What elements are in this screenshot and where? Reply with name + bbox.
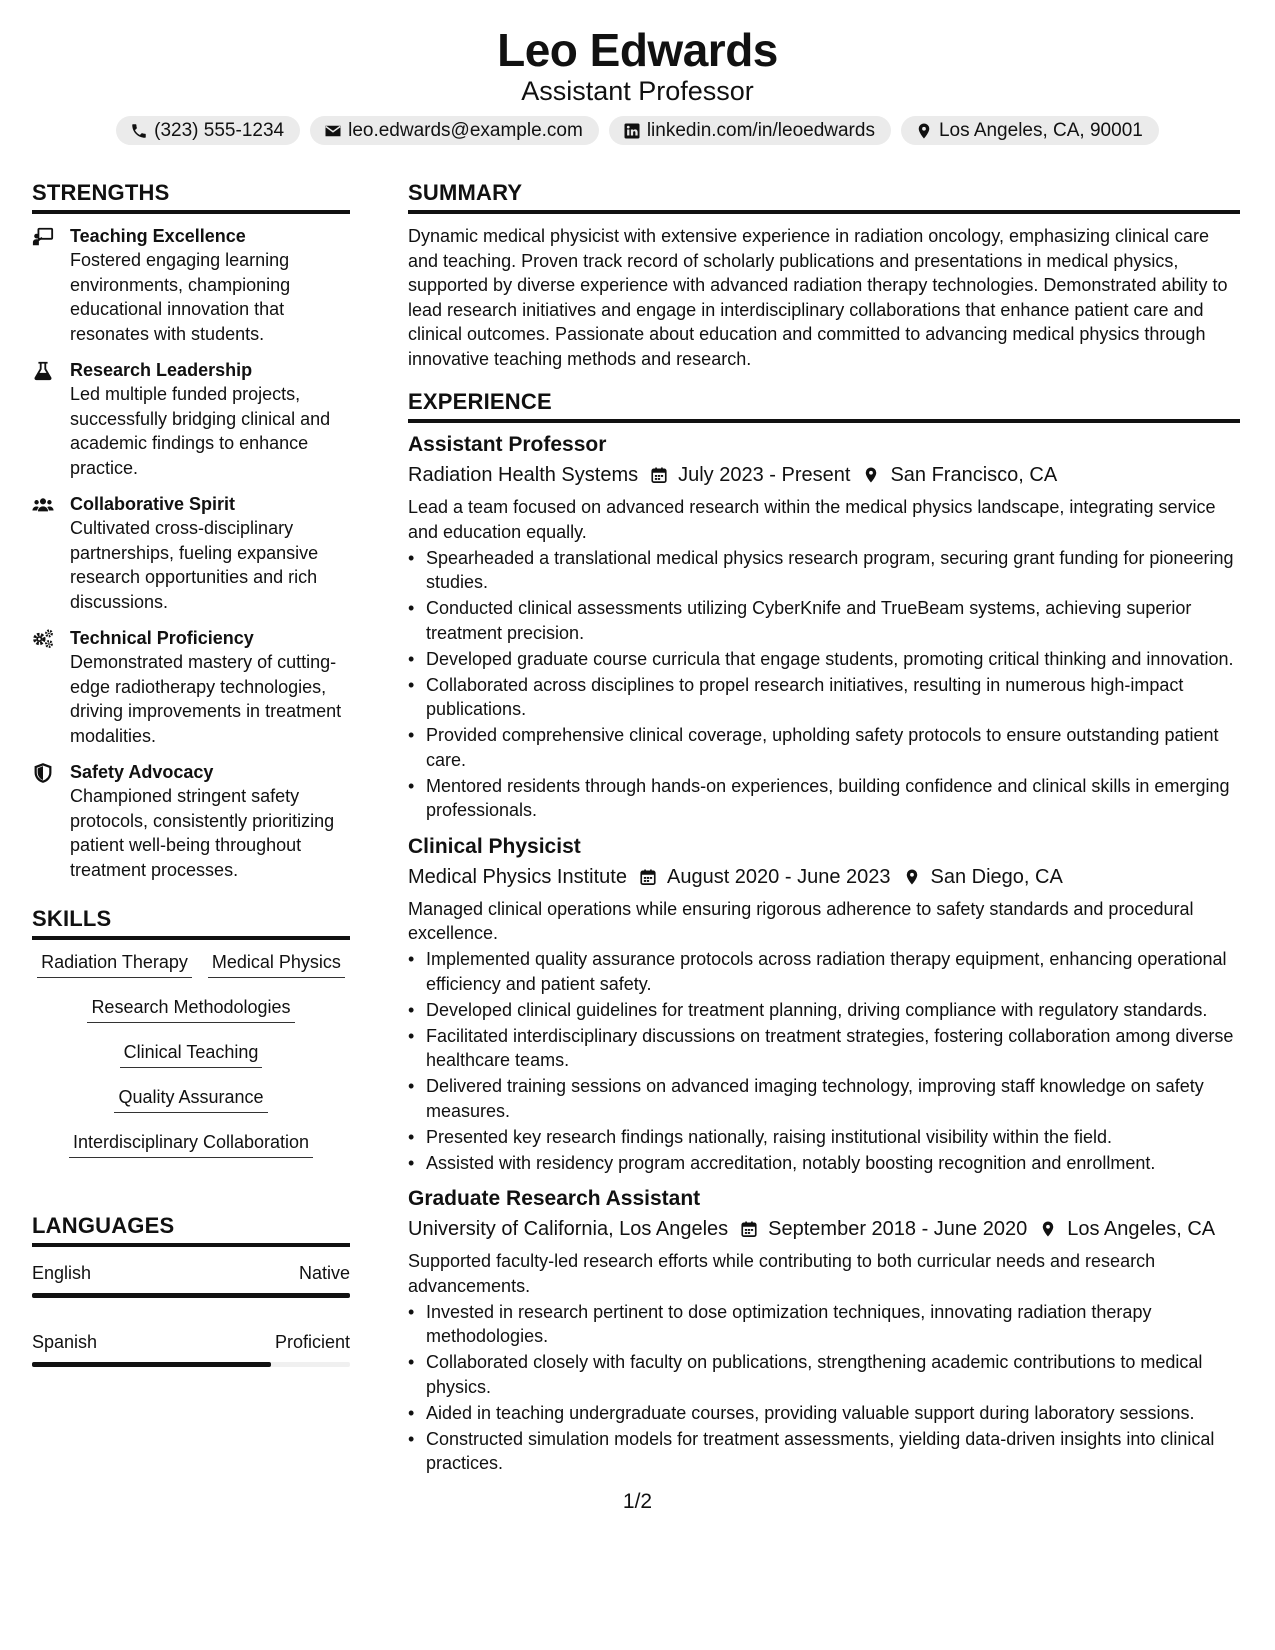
job-bullet: • Mentored residents through hands-on experiences, building confidence and clinical skills in emerging professionals. (408, 774, 1240, 823)
contact-email[interactable] (310, 116, 599, 145)
job-title: Clinical Physicist (408, 834, 581, 858)
job-dates: July 2023 - Present (678, 464, 851, 486)
language-name: Spanish (32, 1332, 98, 1352)
linkedin-icon (623, 122, 641, 140)
strength-item (32, 492, 350, 614)
envelope-icon (324, 122, 342, 140)
strength-item (32, 760, 350, 882)
strength-desc: Cultivated cross-disciplinary partnerships, fueling expansive research opportunities and rich discussions. (70, 518, 319, 612)
job-entry (408, 833, 1240, 1176)
flask-icon (32, 358, 70, 480)
language-bar (32, 1362, 350, 1367)
strength-item (32, 224, 350, 346)
location-icon (1039, 1220, 1057, 1238)
users-icon (32, 492, 70, 614)
job-title: Assistant Professor (408, 433, 607, 456)
job-entry (408, 431, 1240, 823)
job-bullet: • Developed graduate course curricula that engage students, promoting critical thinking and innovation. (408, 647, 1240, 672)
job-bullet: • Facilitated interdisciplinary discussions on treatment strategies, fostering collaboration among diverse healthcare teams. (408, 1024, 1240, 1073)
language-name: English (32, 1263, 92, 1283)
languages-heading: LANGUAGES (32, 1211, 350, 1247)
location-icon (915, 122, 933, 140)
skill-tag: Quality Assurance (114, 1085, 267, 1113)
job-dates: August 2020 - June 2023 (666, 865, 891, 888)
location-icon (903, 868, 921, 886)
resume-header (0, 22, 1275, 145)
job-bullets (408, 947, 1240, 1175)
job-meta (408, 1213, 1240, 1245)
calendar-icon (740, 1220, 758, 1238)
strength-item (32, 358, 350, 480)
experience-heading: EXPERIENCE (408, 387, 1240, 423)
strength-desc: Fostered engaging learning environments, championing educational innovation that resonates with students. (70, 250, 291, 344)
language-item (32, 1261, 350, 1298)
job-location: San Diego, CA (930, 865, 1063, 888)
left-column (32, 178, 350, 1405)
experience-list (408, 431, 1240, 1476)
phone-icon (130, 122, 148, 140)
skills-list (32, 950, 350, 1175)
strength-title: Teaching Excellence (70, 226, 246, 246)
strengths-heading: STRENGTHS (32, 178, 350, 214)
skill-tag: Interdisciplinary Collaboration (69, 1130, 313, 1158)
language-bar-fill (32, 1362, 271, 1367)
skill-tag: Clinical Teaching (120, 1040, 263, 1068)
contact-location-text: Los Angeles, CA, 90001 (938, 120, 1143, 141)
contact-bar (0, 116, 1275, 145)
gears-icon (32, 626, 70, 748)
job-bullet: • Spearheaded a translational medical physics research program, securing grant funding for pioneering studies. (408, 546, 1240, 595)
strength-title: Research Leadership (70, 360, 253, 380)
language-item (32, 1330, 350, 1367)
job-bullets (408, 1300, 1240, 1476)
job-bullet: • Presented key research findings nationally, raising institutional visibility within the field. (408, 1125, 1240, 1150)
skill-tag: Radiation Therapy (37, 950, 192, 978)
job-entry (408, 1185, 1240, 1476)
strength-desc: Led multiple funded projects, successfully bridging clinical and academic findings to enhance practice. (70, 384, 331, 478)
strength-title: Technical Proficiency (70, 628, 254, 648)
contact-email-text: leo.edwards@example.com (348, 120, 583, 141)
job-dates: September 2018 - June 2020 (768, 1218, 1028, 1240)
job-bullet: • Collaborated across disciplines to propel research initiatives, resulting in numerous high-impact publications. (408, 673, 1240, 722)
job-bullet: • Assisted with residency program accreditation, notably boosting recognition and enrollment. (408, 1151, 1240, 1176)
candidate-title: Assistant Professor (521, 76, 754, 106)
language-level: Proficient (274, 1332, 350, 1352)
job-bullet: • Provided comprehensive clinical coverage, upholding safety protocols to ensure outstanding patient care. (408, 723, 1240, 772)
job-company: Medical Physics Institute (408, 865, 627, 888)
job-description: Managed clinical operations while ensuring rigorous adherence to safety standards and procedural excellence. (408, 898, 1194, 943)
contact-linkedin-text: linkedin.com/in/leoedwards (646, 120, 875, 141)
candidate-name: Leo Edwards (497, 24, 778, 76)
contact-phone[interactable] (116, 116, 300, 145)
job-location: San Francisco, CA (890, 464, 1058, 486)
job-bullet: • Invested in research pertinent to dose optimization techniques, innovating radiation therapy methodologies. (408, 1300, 1240, 1349)
job-bullet: • Aided in teaching undergraduate courses, providing valuable support during laboratory sessions. (408, 1401, 1240, 1426)
job-bullets (408, 546, 1240, 823)
contact-linkedin[interactable] (609, 116, 891, 145)
location-icon (862, 466, 880, 484)
job-bullet: • Constructed simulation models for treatment assessments, yielding data-driven insights into clinical practices. (408, 1427, 1240, 1476)
job-company: Radiation Health Systems (408, 464, 639, 486)
teacher-icon (32, 224, 70, 346)
skill-tag: Medical Physics (208, 950, 345, 978)
job-bullet: • Collaborated closely with faculty on publications, strengthening academic contributions to medical physics. (408, 1350, 1240, 1399)
strength-desc: Demonstrated mastery of cutting-edge radiotherapy technologies, driving improvements in treatment modalities. (70, 652, 342, 746)
skills-heading: SKILLS (32, 904, 350, 940)
contact-phone-text: (323) 555-1234 (154, 120, 285, 141)
job-bullet: • Conducted clinical assessments utilizing CyberKnife and TrueBeam systems, achieving superior treatment precision. (408, 596, 1240, 645)
job-location: Los Angeles, CA (1067, 1218, 1216, 1240)
strength-desc: Championed stringent safety protocols, consistently prioritizing patient well-being throughout treatment processes. (70, 786, 335, 880)
job-bullet: • Developed clinical guidelines for treatment planning, driving compliance with regulatory standards. (408, 998, 1240, 1023)
language-level: Native (298, 1263, 350, 1283)
calendar-icon (650, 466, 668, 484)
job-bullet: • Implemented quality assurance protocols across radiation therapy equipment, enhancing operational efficiency and patient safety. (408, 947, 1240, 996)
shield-icon (32, 760, 70, 882)
strength-title: Collaborative Spirit (70, 494, 236, 514)
summary-heading: SUMMARY (408, 178, 1240, 214)
job-meta (408, 459, 1240, 491)
job-bullet: • Delivered training sessions on advanced imaging technology, improving staff knowledge on safety measures. (408, 1074, 1240, 1123)
page-number: 1/2 (622, 1490, 653, 1513)
language-bar-fill (32, 1293, 350, 1298)
strength-title: Safety Advocacy (70, 762, 214, 782)
job-title: Graduate Research Assistant (408, 1187, 701, 1210)
job-company: University of California, Los Angeles (408, 1218, 729, 1240)
job-meta (408, 861, 1240, 893)
contact-location[interactable] (901, 116, 1159, 145)
job-description: Supported faculty-led research efforts while contributing to both curricular needs and research advancements. (408, 1251, 1156, 1296)
language-bar (32, 1293, 350, 1298)
right-column (408, 178, 1240, 1488)
job-description: Lead a team focused on advanced research within the medical physics landscape, integrating service and education equally. (408, 497, 1216, 542)
summary-text: Dynamic medical physicist with extensive experience in radiation oncology, emphasizing clinical care and teaching. Proven track record of scholarly publications and presentations in medical physics, supported by diverse experience with advanced radiation therapy technologies. Demonstrated ability to lead research initiatives and engage in interdisciplinary collaborations that enhance patient care and clinical outcomes. Passionate about education and committed to advancing medical physics through innovative teaching methods and research. (408, 226, 1228, 369)
skill-tag: Research Methodologies (87, 995, 294, 1023)
calendar-icon (639, 868, 657, 886)
strength-item (32, 626, 350, 748)
